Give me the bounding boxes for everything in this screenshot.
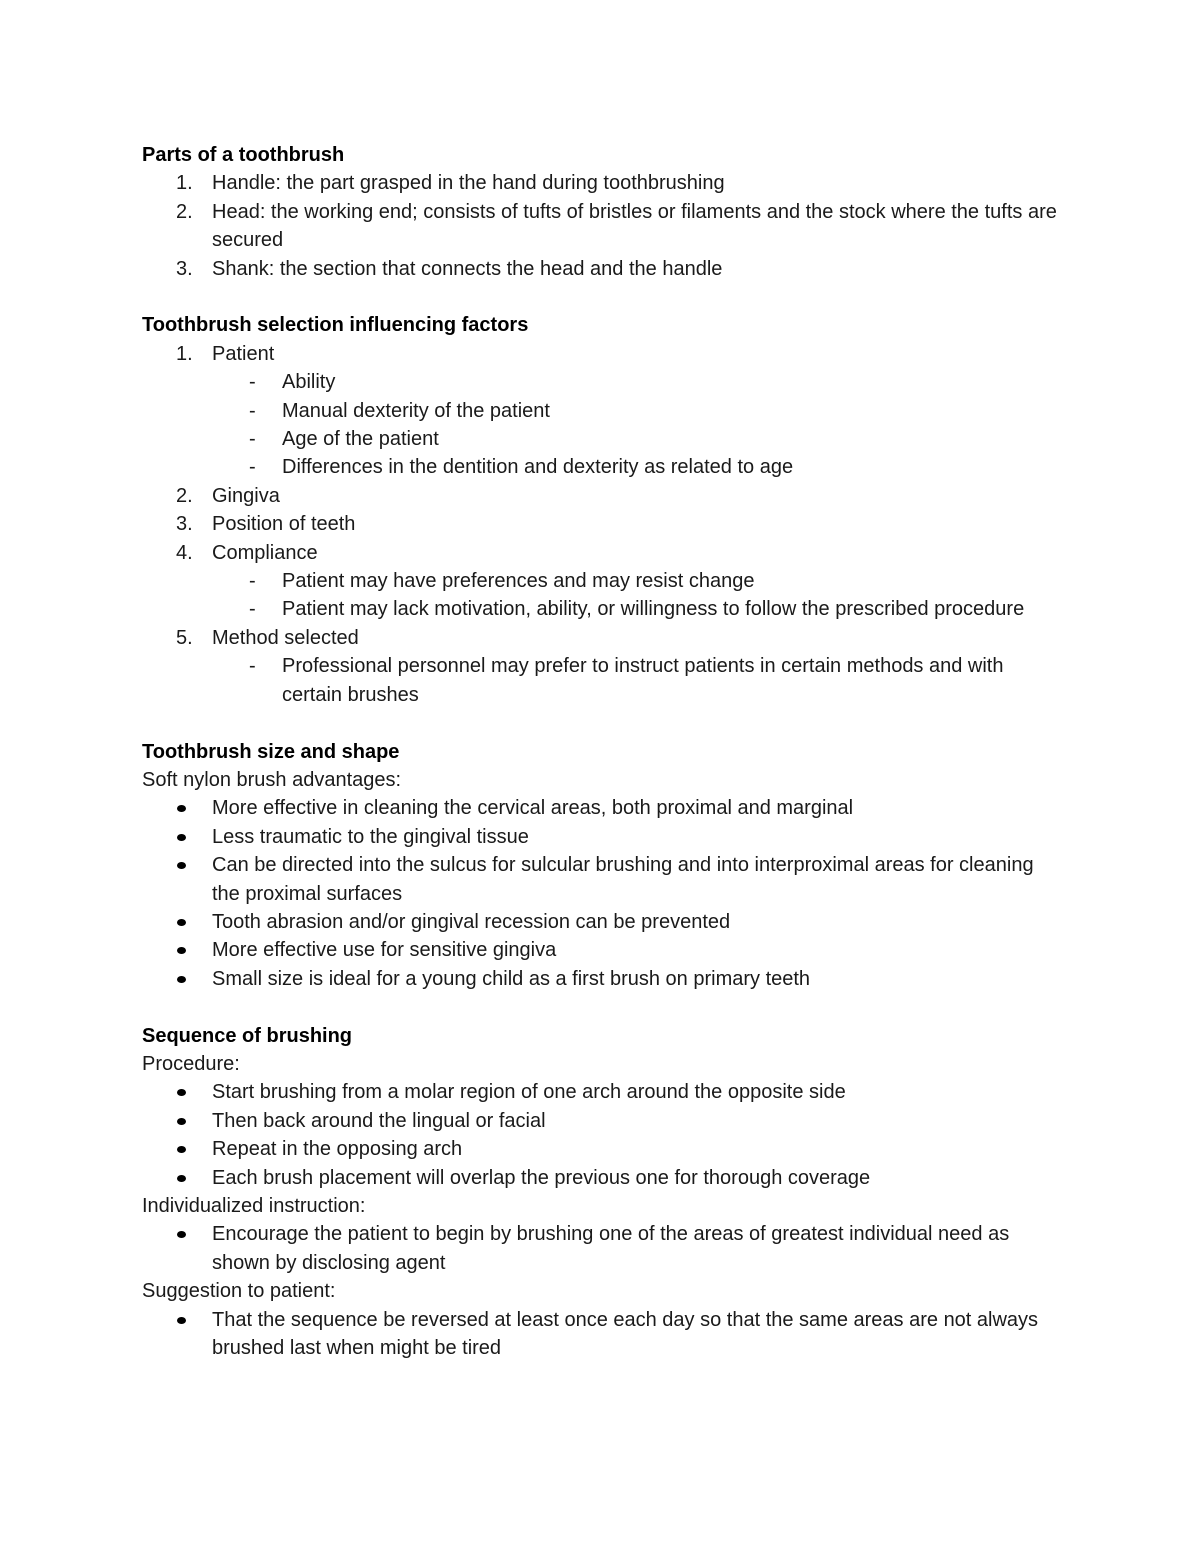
bullet-dot-icon — [177, 947, 186, 954]
bullet-item — [142, 794, 1062, 822]
section-heading-sequence: Sequence of brushing — [142, 1024, 353, 1047]
list-item — [142, 340, 1062, 368]
procedure-label: Procedure: — [142, 1052, 240, 1075]
bullet-dot-icon — [177, 834, 186, 841]
bullet-dot-icon — [177, 1175, 186, 1182]
bullet-item — [142, 908, 1062, 936]
bullet-item — [142, 965, 1062, 993]
list-item — [142, 510, 1062, 538]
list-item — [142, 198, 1062, 255]
sub-item-text: Age of the patient — [282, 428, 439, 451]
sub-list-item — [142, 567, 1062, 595]
list-number: 5. — [176, 626, 193, 649]
list-number: 2. — [176, 484, 193, 507]
dash-marker: - — [249, 570, 256, 593]
bullet-dot-icon — [177, 1317, 186, 1324]
sub-list-item — [142, 368, 1062, 396]
bullet-text: Repeat in the opposing arch — [212, 1138, 463, 1161]
bullet-text: More effective use for sensitive gingiva — [212, 939, 557, 962]
list-item — [142, 169, 1062, 197]
list-item-text: Compliance — [212, 541, 318, 564]
dash-marker: - — [249, 371, 256, 394]
sub-list-item — [142, 453, 1062, 481]
bullet-item — [142, 1135, 1062, 1163]
bullet-dot-icon — [177, 919, 186, 926]
section-intro: Soft nylon brush advantages: — [142, 768, 402, 791]
section-heading-selection: Toothbrush selection influencing factors — [142, 314, 529, 337]
bullet-item — [142, 1078, 1062, 1106]
bullet-item — [142, 823, 1062, 851]
bullet-dot-icon — [177, 1231, 186, 1238]
sub-item-text: Manual dexterity of the patient — [282, 399, 550, 422]
bullet-text: More effective in cleaning the cervical areas, both proximal and marginal — [212, 797, 854, 820]
sub-item-text: Differences in the dentition and dexterity as related to age — [282, 456, 794, 479]
sub-list-item — [142, 595, 1062, 623]
list-item-text: Handle: the part grasped in the hand during toothbrushing — [212, 172, 725, 195]
list-item — [142, 482, 1062, 510]
list-number: 3. — [176, 257, 193, 280]
sub-item-text: Patient may have preferences and may resist change — [282, 570, 755, 593]
bullet-text: Then back around the lingual or facial — [212, 1109, 546, 1132]
list-number: 1. — [176, 172, 193, 195]
individual-label: Individualized instruction: — [142, 1194, 366, 1217]
bullet-text: Less traumatic to the gingival tissue — [212, 825, 529, 848]
bullet-item — [142, 936, 1062, 964]
list-item — [142, 624, 1062, 652]
bullet-item — [142, 1164, 1062, 1192]
list-item-text: Gingiva — [212, 484, 280, 507]
bullet-text: That the sequence be reversed at least once each day so that the same areas are not always brushed last when might be tired — [212, 1308, 1039, 1360]
sub-item-text: Ability — [282, 371, 336, 394]
list-item — [142, 255, 1062, 283]
bullet-dot-icon — [177, 862, 186, 869]
bullet-text: Tooth abrasion and/or gingival recession can be prevented — [212, 910, 731, 933]
bullet-text: Each brush placement will overlap the previous one for thorough coverage — [212, 1166, 871, 1189]
list-number: 2. — [176, 200, 193, 223]
bullet-text: Start brushing from a molar region of one arch around the opposite side — [212, 1081, 846, 1104]
bullet-dot-icon — [177, 976, 186, 983]
list-item-text: Patient — [212, 342, 275, 365]
list-item — [142, 539, 1062, 567]
list-item-text: Shank: the section that connects the head and the handle — [212, 257, 723, 280]
list-item-text: Method selected — [212, 626, 359, 649]
section-heading-size-shape: Toothbrush size and shape — [142, 740, 400, 763]
dash-marker: - — [249, 598, 256, 621]
dash-marker: - — [249, 456, 256, 479]
bullet-text: Can be directed into the sulcus for sulcular brushing and into interproximal areas for cleaning the proximal surfaces — [212, 854, 1034, 905]
list-number: 3. — [176, 513, 193, 536]
bullet-item — [142, 1107, 1062, 1135]
bullet-text: Small size is ideal for a young child as a first brush on primary teeth — [212, 967, 811, 990]
list-number: 4. — [176, 541, 193, 564]
section-heading-parts: Parts of a toothbrush — [142, 144, 345, 166]
list-item-text: Head: the working end; consists of tufts of bristles or filaments and the stock where the tufts are secured — [212, 200, 1057, 252]
bullet-dot-icon — [177, 805, 186, 812]
bullet-text: Encourage the patient to begin by brushing one of the areas of greatest individual need as shown by disclosing agent — [212, 1223, 1010, 1274]
sub-item-text: Patient may lack motivation, ability, or willingness to follow the prescribed procedure — [282, 598, 1025, 621]
dash-marker: - — [249, 399, 256, 422]
dash-marker: - — [249, 428, 256, 451]
suggestion-label: Suggestion to patient: — [142, 1280, 336, 1303]
list-item-text: Position of teeth — [212, 513, 356, 536]
sub-list-item — [142, 652, 1062, 709]
bullet-item — [142, 1306, 1062, 1363]
list-number: 1. — [176, 342, 193, 365]
sub-list-item — [142, 425, 1062, 453]
sub-item-text: Professional personnel may prefer to instruct patients in certain methods and with certain brushes — [282, 655, 1004, 706]
sub-list-item — [142, 397, 1062, 425]
dash-marker: - — [249, 655, 256, 678]
bullet-dot-icon — [177, 1089, 186, 1096]
document-page — [142, 141, 1062, 1362]
bullet-dot-icon — [177, 1146, 186, 1153]
bullet-item — [142, 1220, 1062, 1277]
bullet-item — [142, 851, 1062, 908]
bullet-dot-icon — [177, 1118, 186, 1125]
